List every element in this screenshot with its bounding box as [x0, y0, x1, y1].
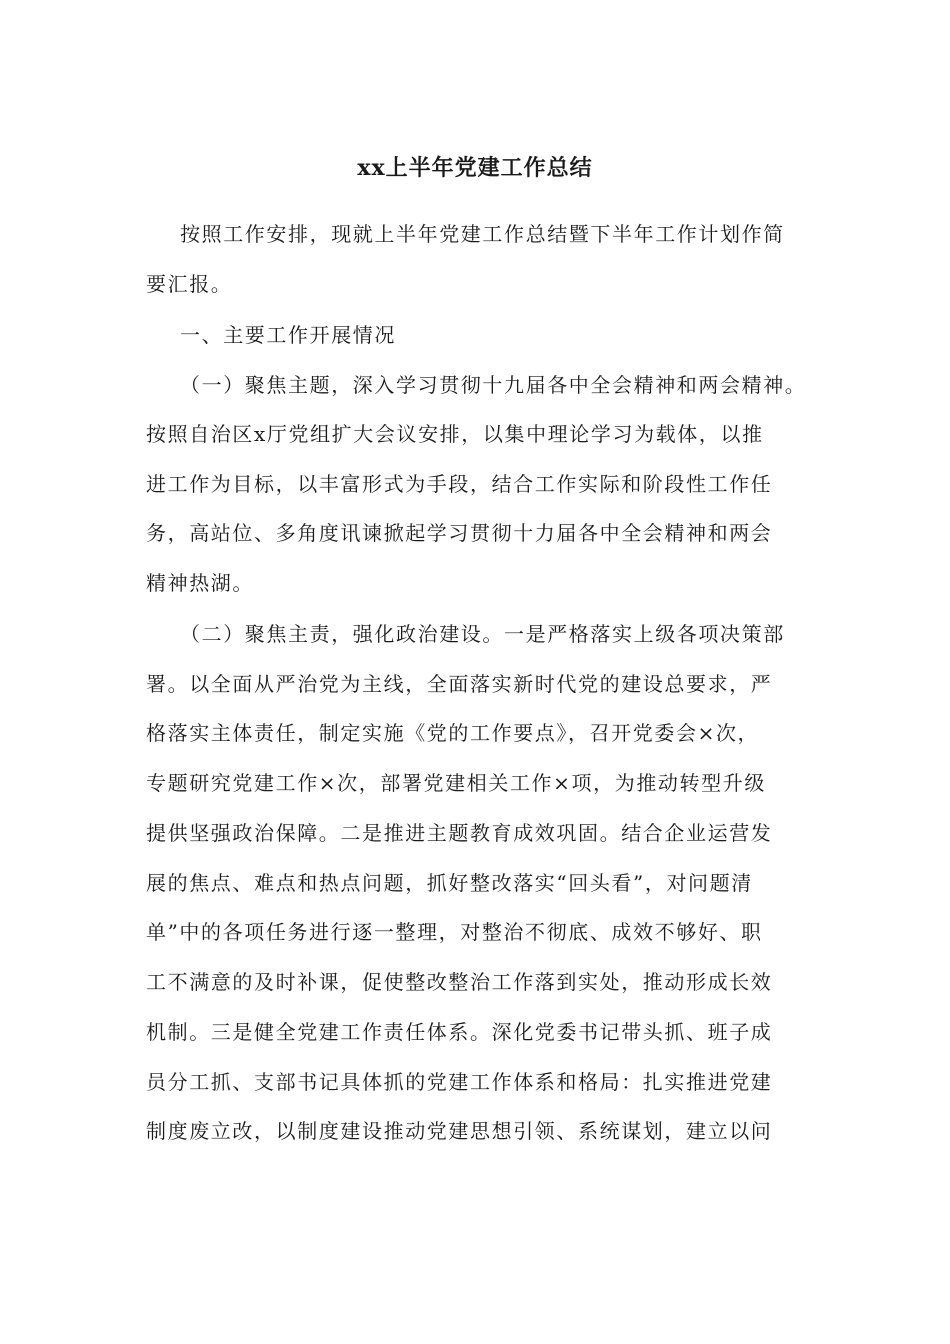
- text-line: 展的焦点、难点和热点问题，抓好整改落实“回头看”，对问题清: [146, 871, 753, 895]
- text-line: （二）聚焦主责，强化政治建设。一是严格落实上级各项决策部: [180, 622, 785, 646]
- text-line: 工不满意的及时补课，促使整改整治工作落到实处，推动形成长效: [146, 970, 773, 994]
- text-line: 进工作为目标，以丰富形式为手段，结合工作实际和阶段性工作任: [146, 472, 773, 496]
- text-line: （一）聚焦主题，深入学习贯彻十九届各中全会精神和两会精神。: [180, 373, 807, 397]
- text-line: 格落实主体责任，制定实施《党的工作要点》，召开党委会×次，: [146, 721, 760, 745]
- text-line: 按照工作安排，现就上半年党建工作总结暨下半年工作计划作简: [180, 222, 785, 246]
- text-line: 要汇报。: [146, 272, 233, 296]
- text-line: 一、主要工作开展情况: [180, 323, 396, 347]
- text-line: 提供坚强政治保障。二是推进主题教育成效巩固。结合企业运营发: [146, 821, 773, 845]
- text-line: 机制。三是健全党建工作责任体系。深化党委书记带头抓、班子成: [146, 1020, 773, 1044]
- text-line: 按照自治区x厅党组扩大会议安排，以集中理论学习为载体，以推: [146, 422, 764, 446]
- text-line: 制度废立改，以制度建设推动党建思想引领、系统谋划，建立以问: [146, 1119, 773, 1143]
- text-line: 员分工抓、支部书记具体抓的党建工作体系和格局：扎实推进党建: [146, 1070, 773, 1094]
- text-line: 专题研究党建工作×次，部署党建相关工作×项，为推动转型升级: [146, 771, 766, 795]
- text-line: 精神热湖。: [146, 571, 254, 595]
- text-line: 单”中的各项任务进行逐一整理，对整治不彻底、成效不够好、职: [146, 920, 763, 944]
- text-line: 署。以全面从严治党为主线，全面落实新时代党的建设总要求，严: [146, 672, 773, 696]
- text-line: 务，高站位、多角度讯谏掀起学习贯彻十力届各中全会精神和两会: [146, 521, 773, 545]
- document-title: xx上半年党建工作总结: [357, 155, 593, 181]
